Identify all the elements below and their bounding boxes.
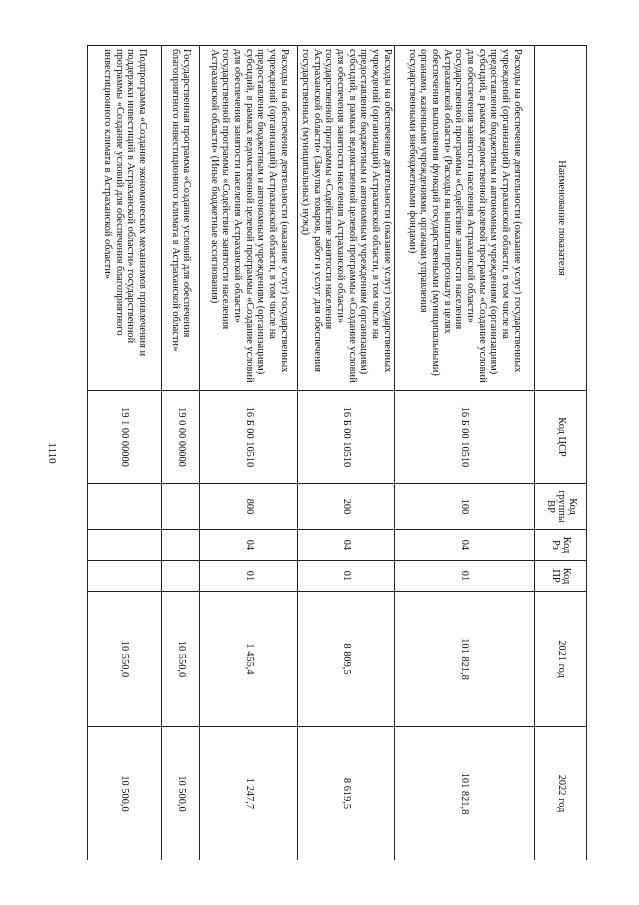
row-csr: 16 Б 00 10510 [394, 391, 534, 484]
table-row [162, 46, 200, 861]
row-pr: 01 [394, 561, 534, 592]
row-2021: 10 550,0 [162, 592, 200, 727]
row-pr [162, 561, 200, 592]
table-row [298, 46, 394, 861]
header-rz: Код Рз [534, 530, 586, 561]
row-vr: 100 [394, 484, 534, 530]
row-rz: 04 [200, 530, 298, 561]
row-pr: 01 [200, 561, 298, 592]
row-2022: 10 500,0 [162, 727, 200, 861]
header-pr: Код ПР [534, 561, 586, 592]
row-rz [162, 530, 200, 561]
row-vr [88, 484, 162, 530]
row-vr: 800 [200, 484, 298, 530]
header-2021: 2021 год [534, 592, 586, 727]
row-vr [162, 484, 200, 530]
row-name: Расходы на обеспечение деятельности (оказание услуг) государственных учреждений (организаций) Астраханской области, в том числе на предоставление бюджетным и автономным учреждениям (организациям) субсидий, в рамках ведомственной целевой программы «Создание условий для обеспечения занятости населения Астраханской области» государственной программы «Содействие занятости населения Астраханской области» (Иные бюджетные ассигнования) [200, 46, 298, 391]
row-name: Государственная программа «Создание условий для обеспечения благоприятного инвестиционного климата в Астраханской области» [162, 46, 200, 391]
row-rz [88, 530, 162, 561]
row-2021: 8 809,5 [298, 592, 394, 727]
row-2022: 10 500,0 [88, 727, 162, 861]
row-csr: 16 Б 00 10510 [298, 391, 394, 484]
row-2021: 1 455,4 [200, 592, 298, 727]
header-vr: Код группы ВР [534, 484, 586, 530]
row-2021: 10 550,0 [88, 592, 162, 727]
row-rz: 04 [394, 530, 534, 561]
page-number: 1110 [46, 442, 58, 464]
row-name: Расходы на обеспечение деятельности (оказание услуг) государственных учреждений (организаций) Астраханской области, в том числе на предоставление бюджетным и автономным учреждениям (организациям) субсидий, в рамках ведомственной целевой программы «Создание условий для обеспечения занятости населения Астраханской области» государственной программы «Содействие занятости населения Астраханской области» (Закупка товаров, работ и услуг для обеспечения государственных (муниципальных) нужд) [298, 46, 394, 391]
table-row [394, 46, 534, 861]
row-vr: 200 [298, 484, 394, 530]
row-csr: 19 0 00 00000 [162, 391, 200, 484]
header-name: Наименование показателя [534, 46, 586, 391]
row-2022: 1 247,7 [200, 727, 298, 861]
row-2022: 101 821,8 [394, 727, 534, 861]
table-row [88, 46, 162, 861]
table-row [200, 46, 298, 861]
table-container [87, 45, 587, 860]
row-pr [88, 561, 162, 592]
header-2022: 2022 год [534, 727, 586, 861]
row-name: Расходы на обеспечение деятельности (оказание услуг) государственных учреждений (организаций) Астраханской области, в том числе на предоставление бюджетным и автономным учреждениям (организациям) субсидий, в рамках ведомственной целевой программы «Создание условий для обеспечения занятости населения Астраханской области» государственной программы «Содействие занятости населения Астраханской области» (Расходы на выплаты персоналу в целях обеспечения выполнения функций государственными (муниципальными) органами, казенными учреждениями, органами управления государственными внебюджетными фондами) [394, 46, 534, 391]
row-rz: 04 [298, 530, 394, 561]
row-csr: 19 1 00 00000 [88, 391, 162, 484]
row-pr: 01 [298, 561, 394, 592]
row-2022: 8 619,5 [298, 727, 394, 861]
rotated-page-area [87, 45, 587, 860]
budget-table [87, 45, 587, 860]
row-name: Подпрограмма «Создание экономических механизмов привлечения и поддержки инвестиций в Астраханской области» государственной программы «Создание условий для обеспечения благоприятного инвестиционного климата в Астраханской области» [88, 46, 162, 391]
table-header-row [534, 46, 586, 861]
header-csr: Код ЦСР [534, 391, 586, 484]
row-2021: 101 821,8 [394, 592, 534, 727]
row-csr: 16 Б 00 10510 [200, 391, 298, 484]
